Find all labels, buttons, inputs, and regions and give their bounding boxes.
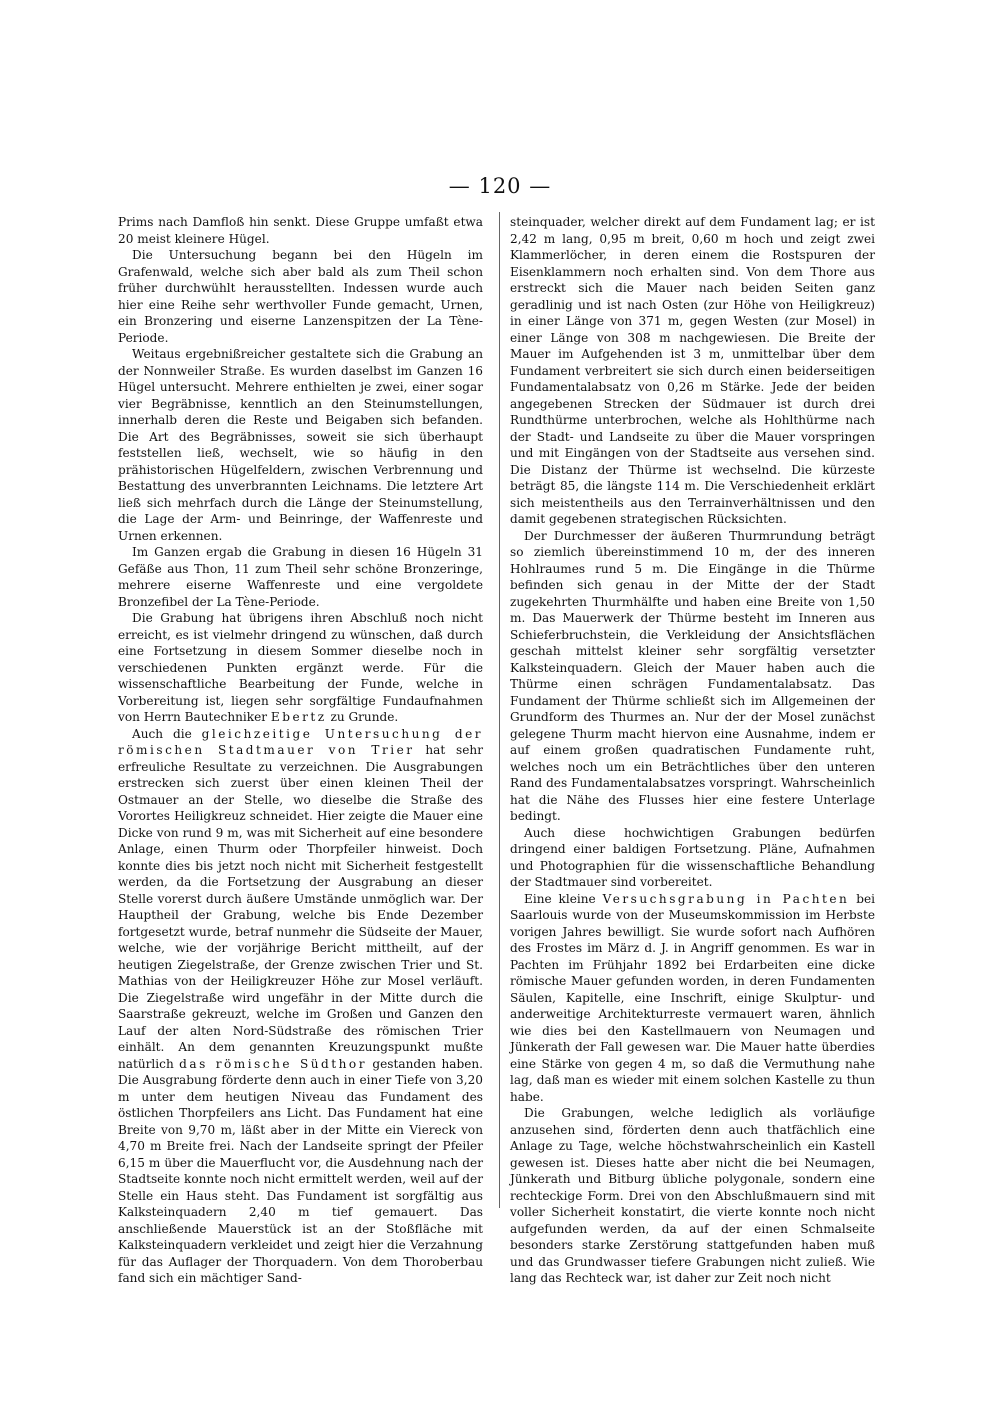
emphasized-name: Ebertz <box>270 710 327 724</box>
left-column <box>118 214 484 1285</box>
paragraph: steinquader, welcher direkt auf dem Fundament lag; er ist 2,42 m lang, 0,95 m breit, 0,60 m hoch und zeigt zwei Klammerlöcher, in deren einem die Rostspuren der Eisenklammern noch erhalten sind. Von dem Thore aus erstreckt sich die Mauer nach beiden Seiten ganz geradlinig und ist nach Osten (zur Höhe von Heiligkreuz) in einer Länge von 371 m, gegen Westen (zur Mosel) in einer Länge von 308 m nachgewiesen. Die Breite der Mauer im Aufgehenden ist 3 m, unmittelbar über dem Fundament verbreitert sie sich durch einen beiderseitigen Fundamentalabsatz von 0,26 m Stärke. Jede der beiden angegebenen Strecken der Südmauer ist durch drei Rundthürme unterbrochen, welche als Hohlthürme nach der Stadt- und Landseite zu über die Mauer vorspringen und mit Eingängen von der Stadtseite aus versehen sind. Die Distanz der Thürme ist wechselnd. Die kürzeste beträgt 85, die längste 114 m. Die Verschiedenheit erklärt sich meistentheils aus den Terrainverhältnissen und den damit gegebenen strategischen Rücksichten. <box>510 215 875 526</box>
text-run: Die Grabung hat übrigens ihren Abschluß noch nicht erreicht, es ist vielmehr dringend zu wünschen, daß durch eine Fortsetzung in diesem Sommer dieselbe noch in verschiedenen Punkten ergänzt werde. Für die wissenschaftliche Bearbeitung der Funde, welche in Vorbereitung ist, liegen sehr sorgfältige Fundaufnahmen von Herrn Bautechniker <box>118 611 483 724</box>
paragraph <box>118 726 483 1287</box>
paragraph: Die Untersuchung begann bei den Hügeln im Grafenwald, welche sich aber bald als zum Theil schon früher durchwühlt herausstellten. Indessen wurde auch hier eine Reihe sehr werthvoller Funde gemacht, Urnen, ein Bronzering und eiserne Lanzenspitzen der La Tène-Periode. <box>118 248 483 345</box>
emphasized-term: das römische Südthor <box>179 1056 367 1071</box>
emphasized-heading: Versuchsgrabung in Pachten <box>602 891 850 906</box>
paragraph: Der Durchmesser der äußeren Thurmrundung beträgt so ziemlich übereinstimmend 10 m, der des inneren Hohlraumes rund 5 m. Die Eingänge in die Thürme befinden sich genau in der Mitte der der Stadt zugekehrten Thurmhälfte und haben eine Breite von 1,50 m. Das Mauerwerk der Thürme besteht im Inneren aus Schieferbruchstein, die Verkleidung der Ansichtsflächen geschah mittelst kleiner sehr sorgfältig versetzter Kalksteinquadern. Gleich der Mauer haben auch die Thürme einen schrägen Fundamentalabsatz. Das Fundament der Thürme schließt sich im Allgemeinen der Grundform des Thurmes an. Nur der der Mosel zunächst gelegene Thurm macht hiervon eine Ausnahme, indem er auf einem großen quadratischen Fundamente ruht, welches noch um ein Beträchtliches über den unteren Rand des Fundamentalabsatzes vorspringt. Wahrscheinlich hat die Nähe des Flusses hier eine festere Unterlage bedingt. <box>510 528 875 823</box>
text-run: zu Grunde. <box>326 710 399 724</box>
text-run: gestanden haben. Die Ausgrabung förderte denn auch in einer Tiefe von 3,20 m unter dem heutigen Niveau das Fundament des östlichen Thorpfeilers ans Licht. Das Fundament hat eine Breite von 9,70 m, läßt aber in der Mitte ein Viereck von 4,70 m Breite frei. Nach der Landseite springt der Pfeiler 6,15 m über die Mauerflucht vor, die Ausdehnung nach der Stadtseite konnte noch nicht ermittelt werden, weil auf der Stelle ein Haus steht. Das Fundament ist sorgfältig aus Kalksteinquadern 2,40 m tief gemauert. Das anschließende Mauerstück ist an der Stoßfläche mit Kalksteinquadern verkleidet und zeigt hier die Verzahnung für das Auflager der Thorquadern. Von dem Thoroberbau fand sich ein mächtiger Sand- <box>118 1056 483 1285</box>
text-run: bei Saarlouis wurde von der Museumskommission im Herbste vorigen Jahres bewilligt. Sie wurde sofort nach Aufhören des Frostes im März d. J. in Angriff genommen. Es war in Pachten im Frühjahr 1892 bei Erdarbeiten eine dicke römische Mauer gefunden worden, in deren Fundamenten Säulen, Kapitelle, eine Inschrift, einige Skulptur- und anderweitige Architekturreste vermauert waren, ähnlich wie dies bei den Kastellmauern von Neumagen und Jünkerath der Fall gewesen war. Die Mauer hatte überdies eine Stärke von gegen 4 m, so daß die Vermuthung nahe lag, daß man es wieder mit einem solchen Kastelle zu thun habe. <box>510 891 875 1104</box>
paragraph: Im Ganzen ergab die Grabung in diesen 16 Hügeln 31 Gefäße aus Thon, 11 zum Theil sehr schöne Bronzeringe, mehrere eiserne Waffenreste und eine vergoldete Bronzefibel der La Tène-Periode. <box>118 545 483 609</box>
paragraph: Auch diese hochwichtigen Grabungen bedürfen dringend einer baldigen Fortsetzung. Pläne, Aufnahmen und Photographien für die wissenschaftliche Behandlung der Stadtmauer sind vorbereitet. <box>510 825 875 889</box>
emphasized-heading: gleichzeitige Untersuchung der römischen Stadtmauer von Trier <box>118 726 484 757</box>
page-number: — 120 — <box>448 174 552 198</box>
text-run: Eine kleine <box>524 891 603 906</box>
paragraph: Weitaus ergebnißreicher gestaltete sich die Grabung an der Nonnweiler Straße. Es wurden daselbst im Ganzen 16 Hügel untersucht. Mehrere enthielten je zwei, einer sogar vier Begräbnisse, kenntlich an den Steinumstellungen, innerhalb deren die Reste und Beigaben sich befanden. Die Art des Begräbnisses, soweit sie sich überhaupt feststellen ließ, wechselt, wie so häufig in den prähistorischen Hügelfeldern, zwischen Verbrennung und Bestattung des unverbrannten Leichnams. Die letztere Art ließ sich mehrfach durch die Länge der Steinumstellung, die Lage der Arm- und Beinringe, der Waffenreste und Urnen erkennen. <box>118 347 483 543</box>
right-column <box>510 214 875 1285</box>
paragraph <box>510 891 875 1106</box>
paragraph: Prims nach Damfloß hin senkt. Diese Gruppe umfaßt etwa 20 meist kleinere Hügel. <box>118 215 483 246</box>
text-run: hat sehr erfreuliche Resultate zu verzeichnen. Die Ausgrabungen erstrecken sich zuerst über einen kleinen Theil der Ostmauer an der Stelle, wo dieselbe die Straße des Vorortes Heiligkreuz schneidet. Hier zeigte die Mauer eine Dicke von rund 9 m, was mit Sicherheit auf eine besondere Anlage, einen Thurm oder Thorpfeiler hinweist. Doch konnte dies bis jetzt noch nicht mit Sicherheit festgestellt werden, da die Fortsetzung der Ausgrabung an dieser Stelle vorerst durch äußere Umstände unmöglich war. Der Hauptheil der Grabung, welche bis Ende Dezember fortgesetzt wurde, betraf nunmehr die Südseite der Mauer, welche, wie der vorjährige Bericht mittheilt, auf der heutigen Ziegelstraße, der Grenze zwischen Trier und St. Mathias von der Heiligkreuzer Höhe zur Mosel verläuft. Die Ziegelstraße wird ungefähr in der Mitte durch die Saarstraße gekreuzt, welche im Großen und Ganzen den Lauf der alten Nord-Südstraße des römischen Trier einhält. An dem genannten Kreuzungspunkt mußte natürlich <box>118 743 483 1071</box>
paragraph <box>118 610 483 726</box>
paragraph: Die Grabungen, welche lediglich als vorläufige anzusehen sind, förderten denn auch thatfächlich eine Anlage zu Tage, welche höchstwahrscheinlich ein Kastell gewesen ist. Dieses hatte aber nicht die bei Neumagen, Jünkerath und Bitburg übliche polygonale, sondern eine rechteckige Form. Drei von den Abschlußmauern sind mit voller Sicherheit konstatirt, die vierte konnte noch nicht aufgefunden werden, da auf der einen Schmalseite besonders starke Zerstörung stattgefunden haben muß und das Grundwasser tiefere Grabungen nicht zuließ. Wie lang das Rechteck war, ist daher zur Zeit noch nicht <box>510 1106 875 1285</box>
text-run: Auch die <box>132 726 202 741</box>
column-divider <box>499 212 500 1208</box>
